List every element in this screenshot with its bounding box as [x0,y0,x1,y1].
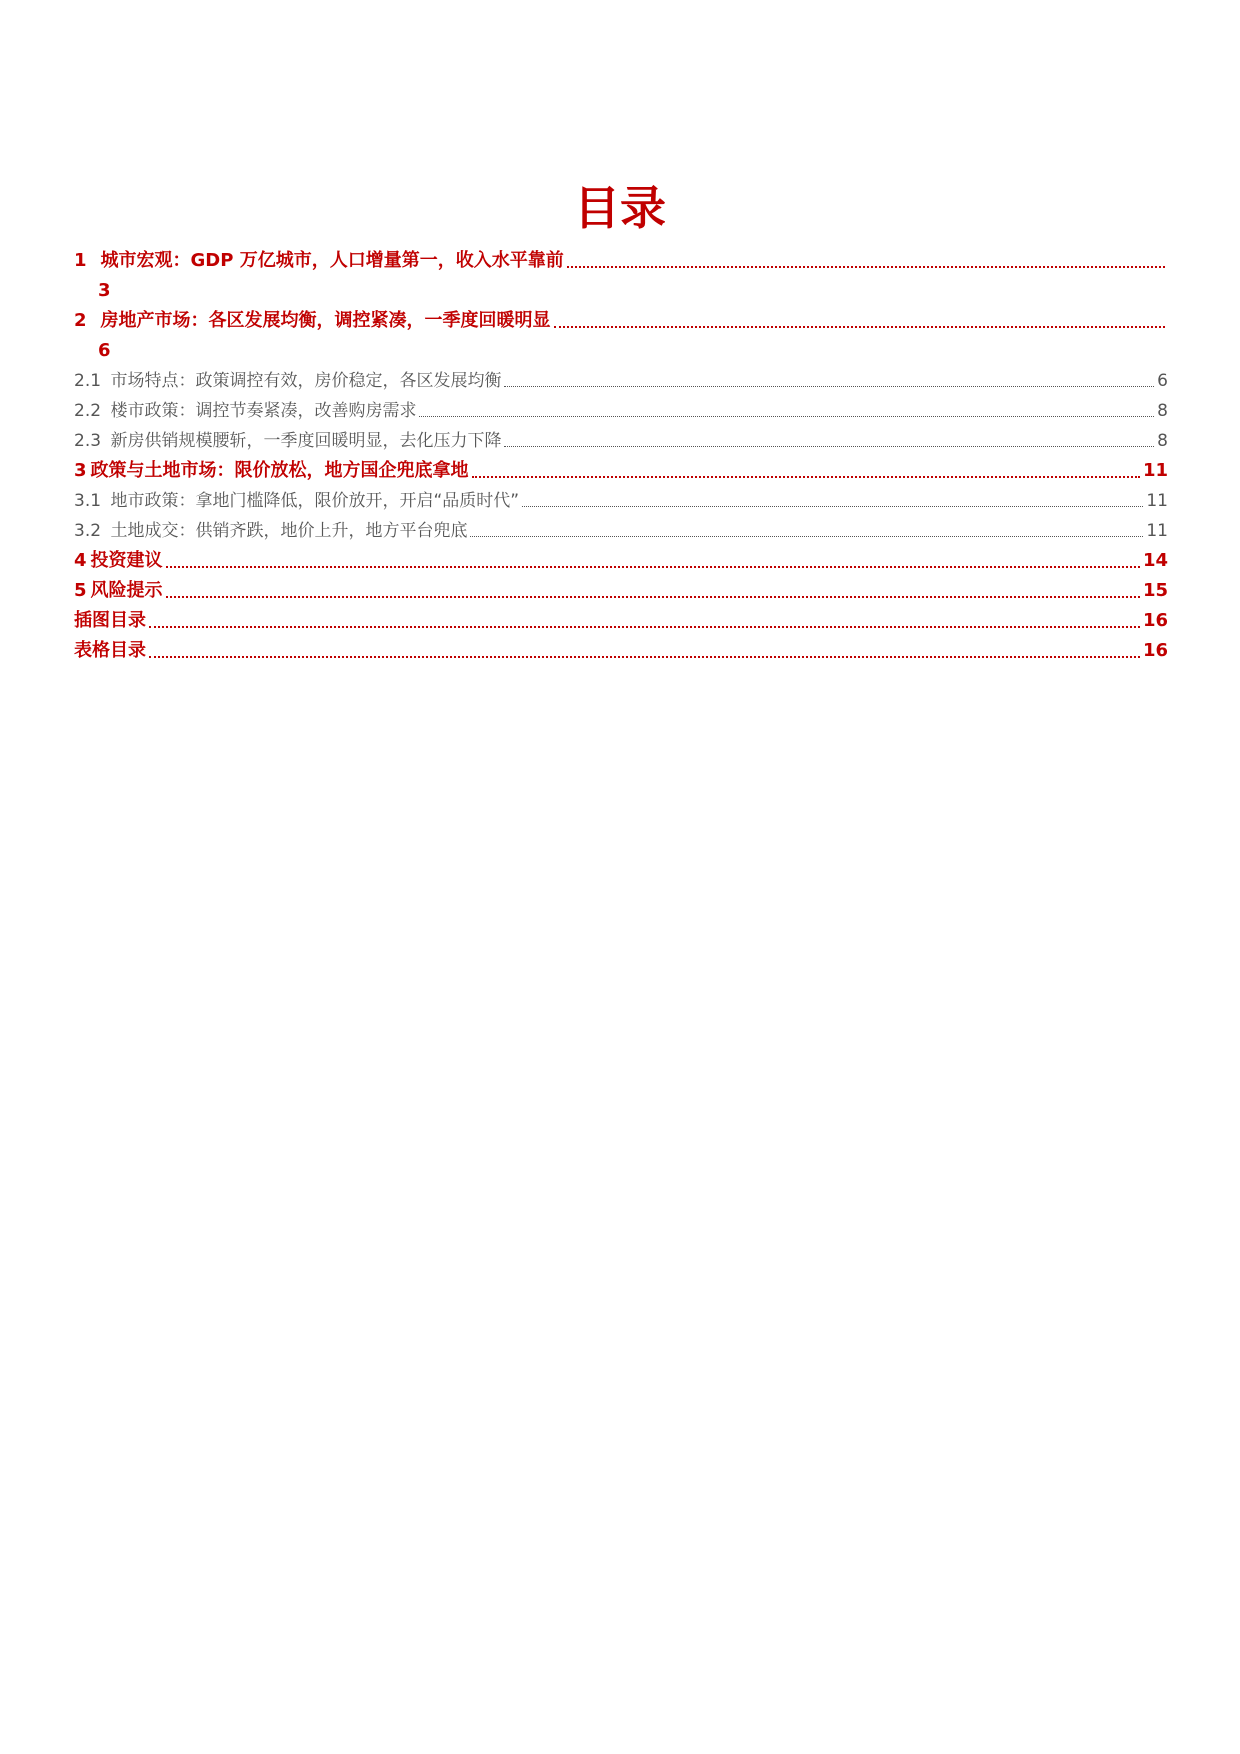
toc-entry-page: 11 [1146,521,1168,541]
dot-leader [149,626,1140,628]
toc-entry-text: 政策与土地市场：限价放松，地方国企兜底拿地 [90,460,469,481]
toc-entry-number: 2.2 [74,401,102,421]
dot-leader [472,476,1140,478]
dot-leader [149,656,1140,658]
toc-entry-text: 投资建议 [90,550,163,571]
toc-entry-figure-list[interactable] [74,606,1168,636]
toc-entry-page: 11 [1142,460,1168,481]
toc-entry-text: 城市宏观：GDP 万亿城市，人口增量第一，收入水平靠前 [100,250,564,271]
toc-entry-3[interactable] [74,456,1168,486]
toc-entry-page: 8 [1157,401,1168,421]
toc-entry-2-3[interactable] [74,426,1168,456]
toc-entry-2[interactable] [74,306,1168,366]
toc-entry-1[interactable] [74,246,1168,306]
toc-entry-text: 表格目录 [74,640,146,661]
toc-entry-number: 3 [74,460,87,481]
dot-leader [554,326,1165,328]
toc-entry-2-2[interactable] [74,396,1168,426]
dot-leader [504,446,1154,447]
toc-entry-page: 16 [1142,640,1168,661]
toc-entry-number: 2.3 [74,431,102,451]
toc-entry-text: 房地产市场：各区发展均衡，调控紧凑，一季度回暖明显 [100,310,551,331]
toc-entry-page: 11 [1146,491,1168,511]
table-of-contents [74,246,1168,666]
toc-entry-5[interactable] [74,576,1168,606]
toc-entry-page: 15 [1142,580,1168,601]
toc-entry-page: 3 [98,280,111,301]
dot-leader [419,416,1154,417]
dot-leader [470,536,1143,537]
toc-entry-number: 1 [74,250,87,271]
dot-leader [522,506,1143,507]
toc-entry-text: 市场特点：政策调控有效，房价稳定，各区发展均衡 [110,371,502,391]
toc-entry-number: 2 [74,310,87,331]
toc-entry-3-1[interactable] [74,486,1168,516]
toc-entry-3-2[interactable] [74,516,1168,546]
toc-entry-number: 3.1 [74,491,102,511]
toc-entry-2-1[interactable] [74,366,1168,396]
toc-entry-text: 风险提示 [90,580,163,601]
toc-entry-page: 8 [1157,431,1168,451]
toc-entry-text: 土地成交：供销齐跌，地价上升，地方平台兜底 [110,521,468,541]
toc-entry-4[interactable] [74,546,1168,576]
toc-entry-number: 5 [74,580,87,601]
toc-entry-page: 6 [98,340,111,361]
toc-entry-page: 14 [1142,550,1168,571]
toc-entry-text: 地市政策：拿地门槛降低，限价放开，开启“品质时代” [110,491,520,511]
page-title: 目录 [574,181,666,235]
toc-entry-text: 插图目录 [74,610,146,631]
dot-leader [504,386,1154,387]
dot-leader [166,596,1140,598]
toc-entry-page: 16 [1142,610,1168,631]
toc-entry-number: 2.1 [74,371,102,391]
toc-entry-text: 新房供销规模腰斩，一季度回暖明显，去化压力下降 [110,431,502,451]
dot-leader [567,266,1165,268]
toc-entry-number: 3.2 [74,521,102,541]
dot-leader [166,566,1140,568]
toc-entry-table-list[interactable] [74,636,1168,666]
toc-entry-number: 4 [74,550,87,571]
toc-entry-page: 6 [1157,371,1168,391]
toc-entry-text: 楼市政策：调控节奏紧凑，改善购房需求 [110,401,417,421]
